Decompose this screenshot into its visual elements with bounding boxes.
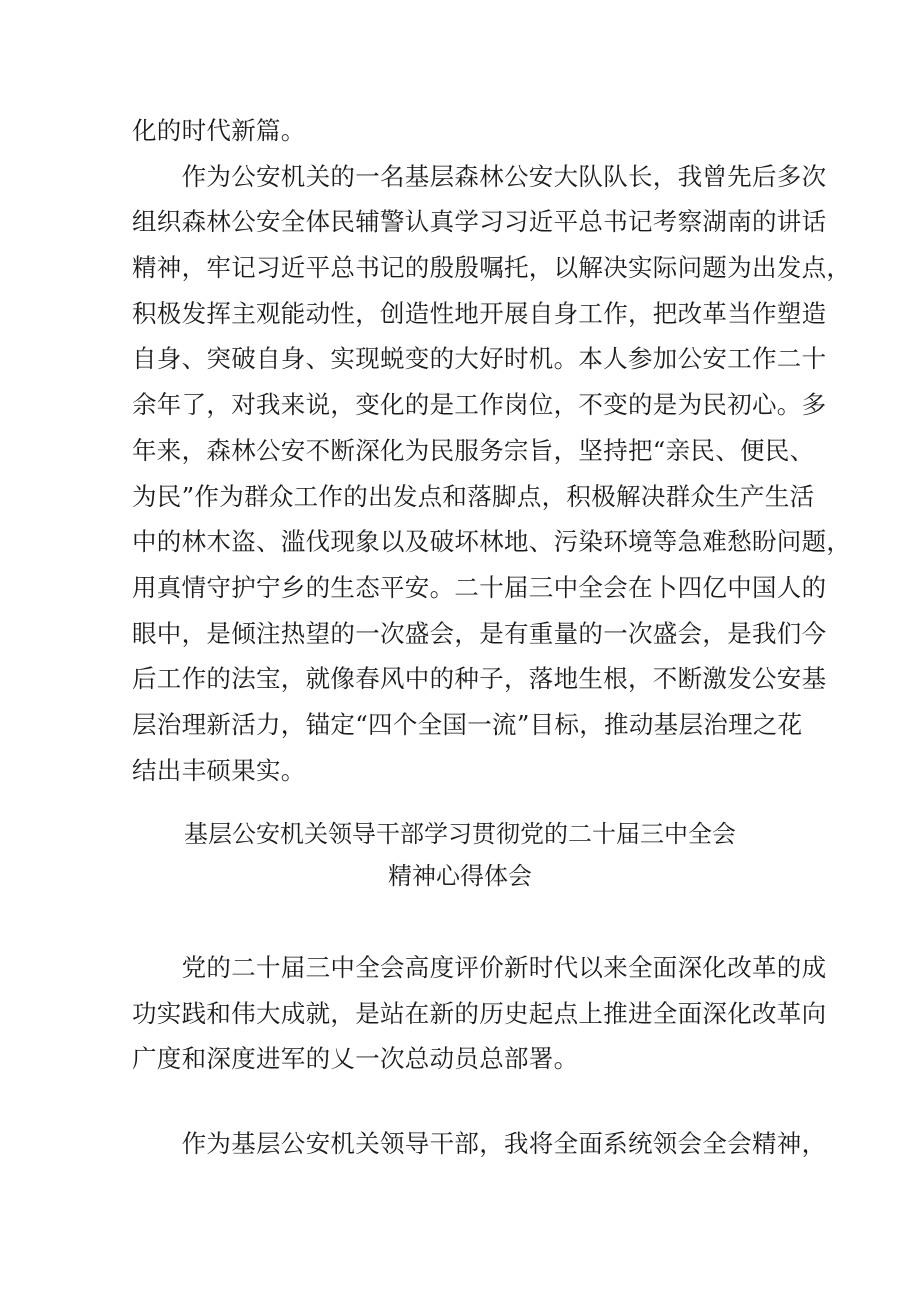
section-title-line-2: 精神心得体会 — [388, 862, 532, 890]
text-line: 作为基层公安机关领导干部，我将全面系统领会全会精神， — [132, 1129, 827, 1158]
text-line: 后工作的法宝，就像春风中的种子，落地生根，不断激发公安基 — [132, 664, 827, 694]
text-line: 年来，森林公安不断深化为民服务宗旨，坚持把“亲民、便民、 — [132, 435, 815, 465]
text-line: 为民”作为群众工作的出发点和落脚点，积极解决群众生产生活 — [132, 481, 815, 511]
text-line: 党的二十届三中全会高度评价新时代以来全面深化改革的成 — [132, 953, 827, 982]
text-line: 用真情守护宁乡的生态平安。二十届三中全会在卜四亿中国人的 — [132, 572, 827, 602]
text-line: 化的时代新篇。 — [132, 116, 306, 145]
text-line: 组织森林公安全体民辅警认真学习习近平总书记考察湖南的讲话 — [132, 207, 827, 237]
text-line: 自身、突破自身、实现蜕变的大好时机。本人参加公安工作二十 — [132, 344, 827, 374]
text-line: 余年了，对我来说，变化的是工作岗位，不变的是为民初心。多 — [132, 390, 827, 420]
text-line: 作为公安机关的一名基层森林公安大队队长，我曾先后多次 — [132, 161, 827, 191]
text-line: 结出丰硕果实。 — [132, 755, 306, 785]
section-title-line-1: 基层公安机关领导干部学习贯彻党的二十届三中全会 — [184, 820, 736, 848]
text-line: 广度和深度进军的乂一次总动员总部署。 — [132, 1044, 579, 1074]
text-line: 层治理新活力，锚定“四个全国一流”目标，推动基层治理之花 — [132, 709, 803, 739]
continuation-paragraph — [132, 108, 852, 793]
text-line: 功实践和伟大成就，是站在新的历史起点上推进全面深化改革向 — [132, 998, 827, 1028]
text-line: 眼中，是倾注热望的一次盛会，是有重量的一次盛会，是我们今 — [132, 618, 827, 648]
text-line: 精神，牢记习近平总书记的殷殷嘱托，以解决实际问题为出发点， — [132, 253, 852, 283]
text-line: 中的林木盗、滥伐现象以及破坏林地、污染环境等急难愁盼问题， — [132, 527, 852, 557]
intro-paragraph — [132, 945, 827, 1082]
text-line: 积极发挥主观能动性，创造性地开展自身工作，把改革当作塑造 — [132, 298, 827, 328]
next-paragraph — [132, 1121, 827, 1167]
